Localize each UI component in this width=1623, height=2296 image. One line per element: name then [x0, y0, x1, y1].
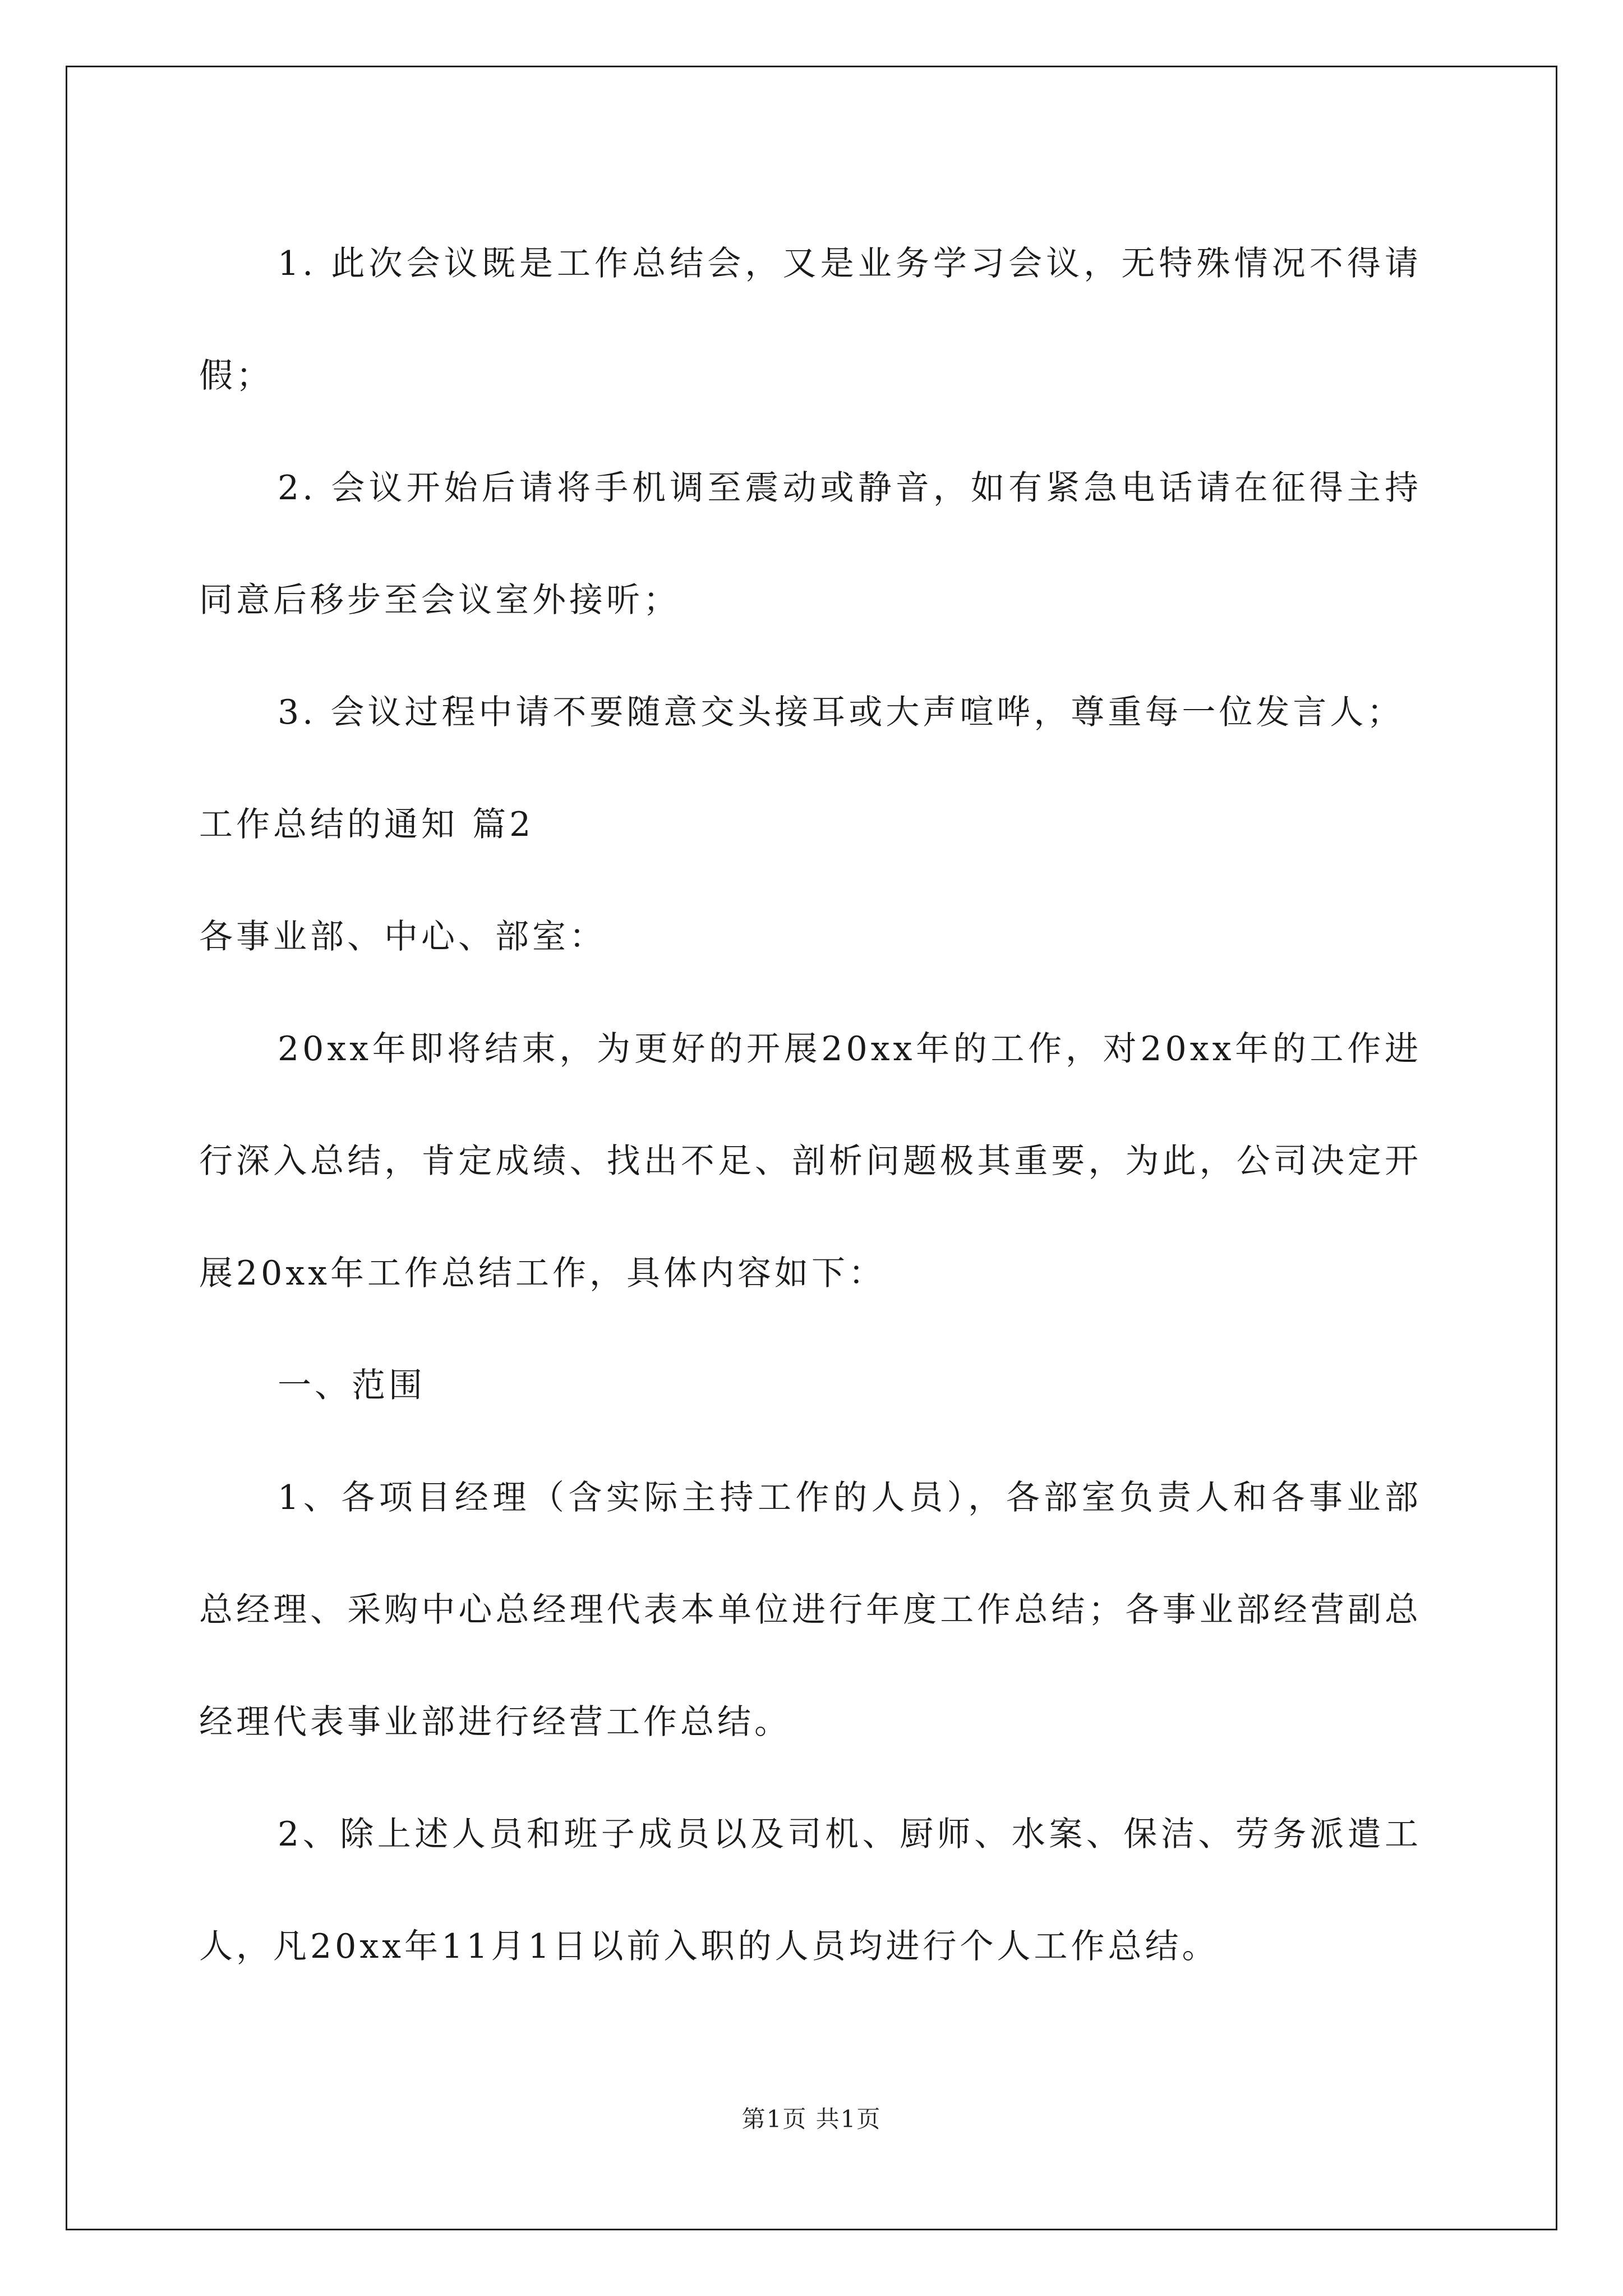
paragraph-item-1: 1. 此次会议既是工作总结会，又是业务学习会议，无特殊情况不得请假； — [199, 244, 1422, 395]
paragraph-item-3: 3. 会议过程中请不要随意交头接耳或大声喧哗，尊重每一位发言人； — [278, 693, 1404, 732]
section-heading: 工作总结的通知 篇2 — [199, 805, 534, 844]
document-body — [199, 208, 1422, 2003]
scope-heading: 一、范围 — [278, 1366, 426, 1405]
scope-item-1: 1、各项目经理（含实际主持工作的人员），各部室负责人和各事业部总经理、采购中心总经理代表本单位进行年度工作总结；各事业部经营副总经理代表事业部进行经营工作总结。 — [199, 1478, 1422, 1742]
scope-item-2: 2、除上述人员和班子成员以及司机、厨师、水案、保洁、劳务派遣工人，凡20xx年11月1日以前入职的人员均进行个人工作总结。 — [199, 1815, 1422, 1966]
paragraph-item-2: 2. 会议开始后请将手机调至震动或静音，如有紧急电话请在征得主持同意后移步至会议室外接听； — [199, 468, 1422, 620]
intro-paragraph: 20xx年即将结束，为更好的开展20xx年的工作，对20xx年的工作进行深入总结，肯定成绩、找出不足、剖析问题极其重要，为此，公司决定开展20xx年工作总结工作，具体内容如下： — [199, 1029, 1422, 1293]
salutation: 各事业部、中心、部室： — [199, 917, 606, 956]
page-number-footer: 第1页 共1页 — [741, 2105, 882, 2133]
